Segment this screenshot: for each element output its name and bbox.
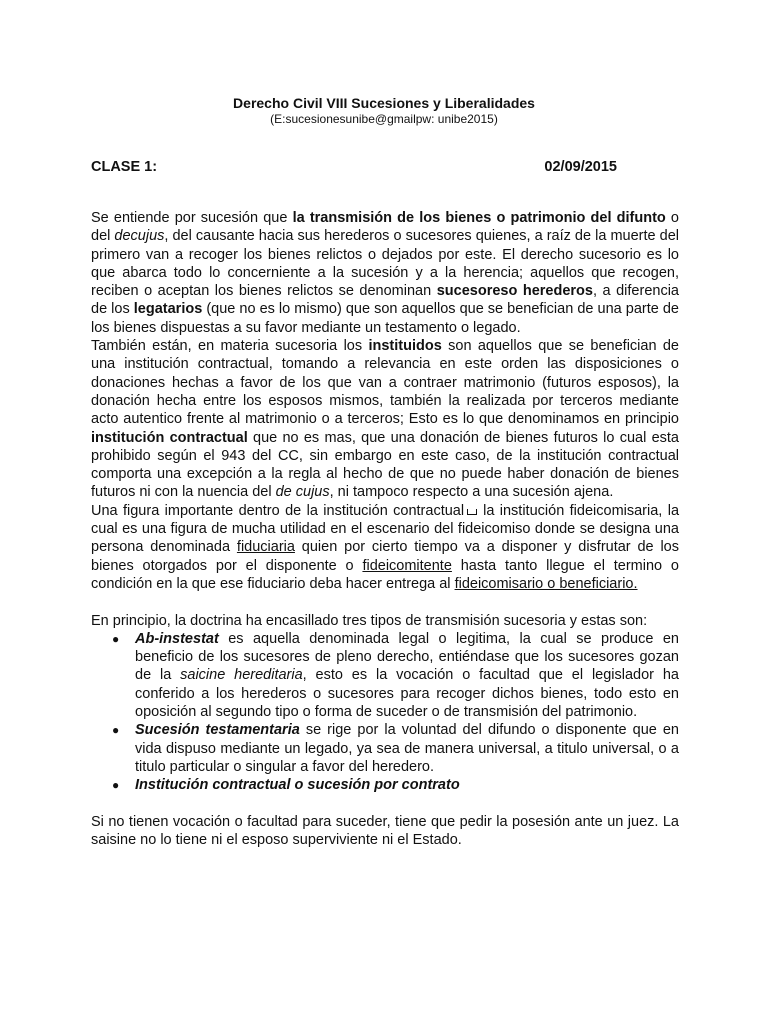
blank-line — [91, 795, 679, 813]
document-title: Derecho Civil VIII Sucesiones y Liberalidades — [233, 95, 535, 111]
text: , esto es la vocación o facultad que el legislador ha conferido a los herederos o sucesores para recoger dichos bienes, todo esto en oposición al segundo tipo o forma de suceder o de transmisión del patrimonio. — [135, 667, 679, 721]
bullet-icon: ● — [112, 631, 120, 646]
text: (que no es lo mismo) que son aquellos que se benefician de una parte de los bienes dispuestas a su favor mediante un testamento o legado. — [91, 301, 679, 336]
paragraph-fideicomiso — [91, 502, 679, 593]
term-text: Ab-instestat — [135, 630, 219, 647]
text: o del — [91, 210, 679, 245]
text: , a diferencia de los — [91, 283, 679, 318]
class-heading — [91, 159, 617, 175]
text: quien por cierto tiempo va a disponer y disfrutar de los bienes otorgados por el disponente o — [91, 539, 679, 574]
italic-text: saicine hereditaria — [180, 667, 303, 684]
space-marker-icon — [467, 509, 477, 515]
class-date: 02/09/2015 — [544, 159, 617, 175]
underlined-text: fideicomitente — [362, 557, 452, 574]
document-body — [91, 209, 679, 849]
document-subtitle: (E:sucesionesunibe@gmailpw: unibe2015) — [270, 112, 498, 126]
text: hasta tanto llegue el termino o condición en la que ese fiduciario deba hacer entrega al — [91, 557, 679, 592]
text: es aquella denominada legal o legitima, la cual se produce en beneficio de los sucesores de pleno derecho, entiéndase que los sucesores gozan de la — [135, 630, 679, 684]
bold-text: sucesoreso herederos — [436, 283, 593, 300]
bold-text: legatarios — [133, 301, 203, 318]
text: , del causante hacia sus herederos o sucesores quienes, a raíz de la muerte del primero van a recoger los bienes relictos o dejados por este. El derecho sucesorio es lo que abarca todo lo concerniente a la sucesión y a la herencia; aquellos que recogen, reciben o aceptan los bienes relictos se denominan — [91, 228, 679, 300]
blank-line — [91, 593, 679, 611]
paragraph-closing: Si no tienen vocación o facultad para suceder, tiene que pedir la posesión ante un juez. La saisine no lo tiene ni el esposo superviviente ni el Estado. — [91, 813, 679, 849]
underlined-text: fiduciaria — [236, 539, 295, 556]
text: la institución fideicomisaria, la cual es una figura de mucha utilidad en el escenario del fideicomiso donde se designa una persona denominada — [91, 502, 680, 556]
list-item — [112, 721, 679, 776]
text: , ni tampoco respecto a una sucesión ajena. — [329, 484, 614, 501]
paragraph-types-intro: En principio, la doctrina ha encasillado tres tipos de transmisión sucesoria y estas son: — [91, 612, 648, 629]
bullet-icon: ● — [112, 723, 120, 738]
italic-text: decujus — [114, 228, 165, 245]
text: que no es mas, que una donación de bienes futuros lo cual esta prohibido según el 943 del CC, sin embargo en este caso, de la institución contractual comporta una excepción a la regla al hecho de que no puede haber donación de bienes futuros ni con la nuencia del — [91, 429, 679, 501]
underlined-text: fideicomisario o beneficiario. — [454, 575, 638, 592]
bold-text: la transmisión de los bienes o patrimonio del difunto — [292, 210, 666, 226]
class-label: CLASE 1: — [91, 159, 158, 175]
list-item — [112, 630, 679, 721]
bold-text: instituidos — [368, 338, 442, 355]
bold-text: institución contractual — [91, 429, 248, 446]
text: También están, en materia sucesoria los — [91, 338, 369, 355]
text: son aquellos que se benefician de una institución contractual, tomando a relevancia en este orden las disposiciones o donaciones hechas a favor de los que van a contraer matrimonio (futuros esposos), la donación hecha entre los esposos mismos, también la realizada por terceros mediante acto autentico frente al matrimonio o a terceros; Esto es lo que denominamos en principio — [91, 338, 679, 428]
list-item — [112, 776, 679, 794]
paragraph-definition — [91, 209, 679, 337]
types-list — [91, 630, 679, 795]
bullet-icon: ● — [112, 778, 120, 793]
term-text: Institución contractual o sucesión por contrato — [135, 777, 460, 794]
paragraph-instituidos — [91, 337, 679, 502]
text: Se entiende por sucesión que — [91, 210, 293, 226]
text: Una figura importante dentro de la institución contractual — [91, 502, 465, 519]
term-text: Sucesión testamentaria — [135, 722, 300, 739]
text: se rige por la voluntad del difundo o disponente que en vida dispuso mediante un legado, ya sea de manera universal, a titulo universal, o a titulo particular o singular a favor del heredero. — [135, 722, 679, 775]
italic-text: de cujus — [275, 484, 330, 501]
